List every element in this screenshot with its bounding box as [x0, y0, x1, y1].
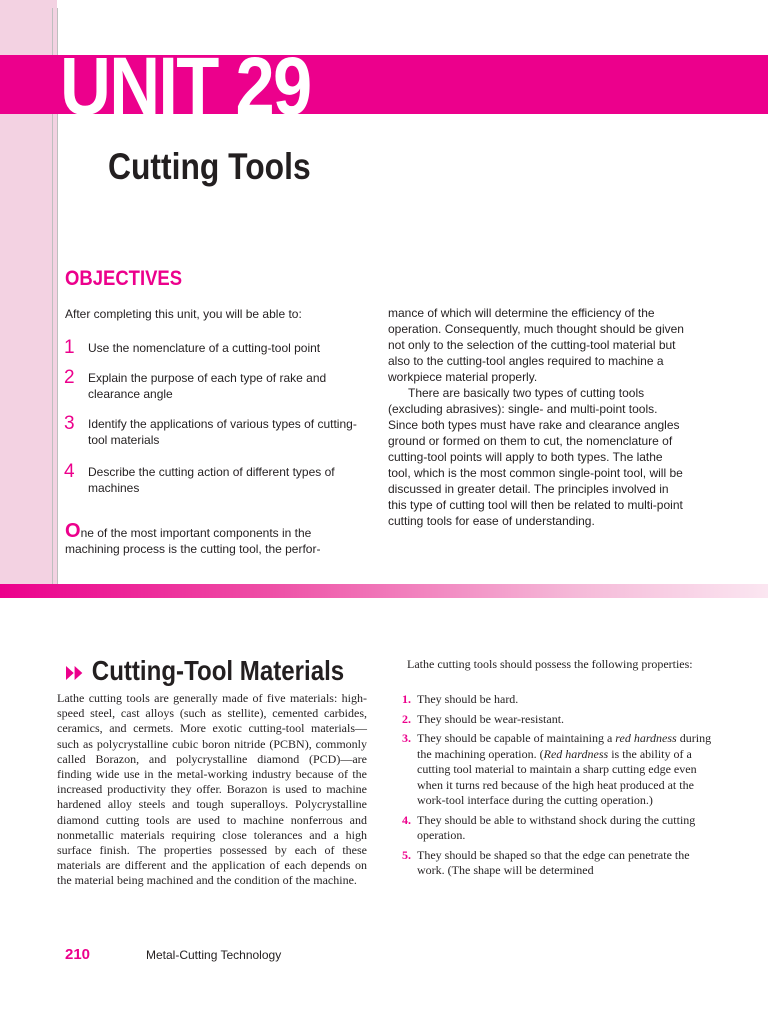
section-heading: [66, 654, 344, 688]
section-heading-text: Cutting-Tool Materials: [91, 655, 345, 686]
properties-intro: Lathe cutting tools should possess the following properties:: [407, 657, 693, 671]
list-text: They should be shaped so that the edge can penetrate the work. (The shape will be determined: [417, 847, 690, 877]
list-number: 3.: [402, 731, 411, 745]
list-number: 2.: [402, 711, 411, 726]
list-text-part: They should be capable of maintaining a: [417, 731, 616, 745]
objective-number: 2: [64, 367, 75, 388]
page-number: 210: [65, 946, 91, 963]
section-body: Lathe cutting tools are generally made of five materials: high-speed steel, cast alloys (such as stellite), cemented carbides, ceramics, and cermets. More exotic cutting-tool materials—such as polycrystalline cubic boron nitride (PCBN), commonly called Borazon, and polycrystalline diamond (PCD)—are finding wide use in the metal-working industry because of the increased productivity they offer. Borazon is used to machine hardened alloy steels and tough superalloys. Polycrystalline diamond cutting tools are used to machine nonferrous and nonmetallic materials requiring close tolerances and a high surface finish. The properties possessed by each of these materials are different and the application of each depends on the material being machined and the condition of the machine.: [57, 691, 367, 888]
list-number: 1.: [402, 692, 411, 706]
objective-text: Use the nomenclature of a cutting-tool point: [88, 341, 321, 355]
objective-number: 1: [64, 337, 75, 358]
list-text-part: is the ability of a cutting tool material to maintain a sharp cutting edge even when it turns red because of the high heat produced at the work-tool interface during the cutting operation.): [417, 746, 697, 807]
objective-text: Explain the purpose of each type of rake and clearance angle: [88, 371, 327, 401]
chapter-title: Cutting Tools: [108, 146, 311, 187]
section-divider-bar: [0, 584, 768, 598]
running-footer-title: Metal-Cutting Technology: [146, 948, 282, 962]
double-arrow-icon: [66, 665, 85, 681]
intro-text: ne of the most important components in the machining process is the cutting tool, the perfor-: [65, 526, 321, 556]
objective-text: Identify the applications of various types of cutting-tool materials: [88, 417, 357, 447]
list-text-emphasis: red hardness: [615, 731, 677, 745]
drop-cap: O: [65, 520, 81, 542]
list-item: [385, 813, 715, 844]
properties-list: [385, 692, 715, 883]
list-text: [417, 731, 715, 809]
objective-number: 4: [64, 461, 75, 482]
list-text: They should be hard.: [417, 692, 519, 706]
list-number: 4.: [402, 812, 411, 827]
objectives-heading: OBJECTIVES: [65, 267, 183, 290]
objective-text: Describe the cutting action of different types of machines: [88, 465, 335, 495]
intro-paragraph-2: There are basically two types of cutting tools (excluding abrasives): single- and multi-point tools. Since both types must have rake and clearance angles ground or formed on them to cut, the nomenclature of cutting-tool points will apply to both types. The lathe tool, which is the most common single-point tool, will be discussed in greater detail. The principles involved in this type of cutting tool will then be related to multi-point cutting tools for ease of understanding.: [388, 386, 683, 528]
objectives-intro: After completing this unit, you will be able to:: [65, 307, 302, 321]
intro-paragraph-1: mance of which will determine the efficiency of the operation. Consequently, much thought should be given not only to the selection of the cutting-tool material but also to the cutting-tool angles required to machine a workpiece material properly.: [388, 306, 684, 384]
list-text: They should be able to withstand shock during the cutting operation.: [417, 812, 696, 842]
list-text-emphasis: Red hardness: [543, 746, 609, 761]
list-number: 5.: [402, 847, 411, 862]
list-text-part: during the machining operation. (: [417, 731, 712, 761]
list-item: [385, 731, 715, 809]
intro-paragraph: [65, 520, 365, 557]
list-item: [385, 712, 715, 728]
objective-number: 3: [64, 413, 75, 434]
list-item: [385, 848, 715, 879]
list-text: They should be wear-resistant.: [417, 711, 565, 726]
list-item: [385, 692, 715, 708]
intro-continuation: [388, 305, 688, 529]
unit-title: UNIT 29: [60, 41, 311, 132]
